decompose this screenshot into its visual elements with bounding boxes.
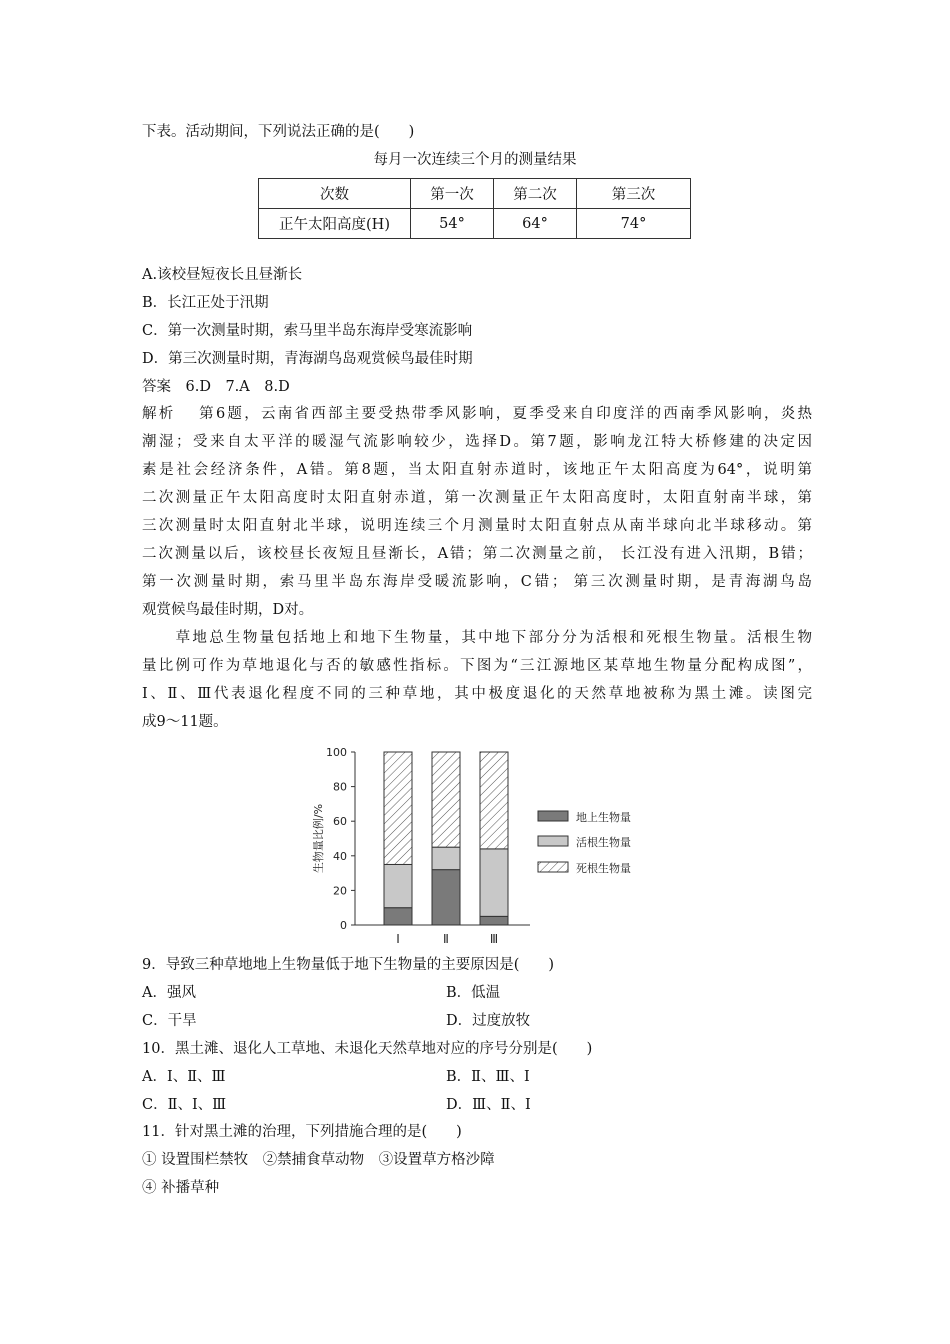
y-tick-label: 80 xyxy=(333,780,347,794)
analysis-line: 素是社会经济条件，A错。第8题，当太阳直射赤道时，该地正午太阳高度为64°，说明第 xyxy=(142,462,812,478)
legend-swatch xyxy=(538,811,568,821)
table-cell: 64° xyxy=(494,209,577,239)
legend-label: 地上生物量 xyxy=(576,811,631,824)
q11-measures-line: ④ 补播草种 xyxy=(142,1180,220,1196)
analysis-line: 观赏候鸟最佳时期，D对。 xyxy=(142,602,314,618)
table-cell: 54° xyxy=(411,209,494,239)
y-axis-title: 生物量比例/% xyxy=(312,803,325,874)
legend-label: 死根生物量 xyxy=(576,862,631,875)
q9-option-b: B．低温 xyxy=(446,985,501,1001)
passage-line: Ⅰ、Ⅱ、Ⅲ代表退化程度不同的三种草地，其中极度退化的天然草地被称为黑土滩。读图完 xyxy=(142,686,812,702)
analysis-line: 二次测量以后，该校昼长夜短且昼渐长，A错；第二次测量之前， 长江没有进入汛期，B错； xyxy=(142,546,812,562)
q10-stem: 10．黑土滩、退化人工草地、未退化天然草地对应的序号分别是( ) xyxy=(142,1041,593,1057)
table-header: 第一次 xyxy=(411,179,494,209)
q9-stem: 9．导致三种草地地上生物量低于地下生物量的主要原因是( ) xyxy=(142,957,555,973)
table-row-label: 正午太阳高度(H) xyxy=(259,209,411,239)
table-caption: 每月一次连续三个月的测量结果 xyxy=(373,152,577,168)
bar-segment-aboveground xyxy=(432,870,460,925)
q10-option-d: D．Ⅲ、Ⅱ、Ⅰ xyxy=(446,1097,531,1113)
passage-line: 量比例可作为草地退化与否的敏感性指标。下图为“三江源地区某草地生物量分配构成图”， xyxy=(142,658,812,674)
y-tick-label: 20 xyxy=(333,884,347,898)
intro-line: 下表。活动期间，下列说法正确的是( ) xyxy=(142,124,415,140)
q10-option-c: C．Ⅱ、Ⅰ、Ⅲ xyxy=(142,1097,227,1113)
passage-line: 草地总生物量包括地上和地下生物量，其中地下部分分为活根和死根生物量。活根生物 xyxy=(142,630,812,646)
bar-segment-dead-root xyxy=(384,752,412,864)
y-tick-label: 60 xyxy=(333,815,347,829)
bar-segment-live-root xyxy=(480,849,508,916)
biomass-chart xyxy=(300,738,670,948)
analysis-line: 二次测量正午太阳高度时太阳直射赤道，第一次测量正午太阳高度时，太阳直射南半球，第 xyxy=(142,490,812,506)
bar-segment-dead-root xyxy=(480,752,508,849)
x-tick-label: Ⅲ xyxy=(489,932,499,946)
x-tick-label: Ⅰ xyxy=(396,932,400,946)
y-tick-label: 100 xyxy=(326,746,347,759)
legend-swatch xyxy=(538,836,568,846)
analysis-line: 第一次测量时期，索马里半岛东海岸受暖流影响，C错； 第三次测量时期，是青海湖鸟岛 xyxy=(142,574,812,590)
option-b: B．长江正处于汛期 xyxy=(142,295,269,311)
bar-segment-live-root xyxy=(384,864,412,907)
bar-segment-aboveground xyxy=(384,908,412,925)
analysis-line: 解析 第6题，云南省西部主要受热带季风影响，夏季受来自印度洋的西南季风影响，炎热 xyxy=(142,406,812,422)
q10-option-a: A．Ⅰ、Ⅱ、Ⅲ xyxy=(142,1069,226,1085)
q10-option-b: B．Ⅱ、Ⅲ、Ⅰ xyxy=(446,1069,530,1085)
y-tick-label: 0 xyxy=(340,919,347,932)
x-tick-label: Ⅱ xyxy=(443,932,449,946)
bar-segment-aboveground xyxy=(480,916,508,925)
option-d: D．第三次测量时期，青海湖鸟岛观赏候鸟最佳时期 xyxy=(142,351,473,367)
q11-stem: 11．针对黑土滩的治理，下列措施合理的是( ) xyxy=(142,1124,462,1140)
chart-bars xyxy=(384,752,508,946)
table-header: 次数 xyxy=(259,179,411,209)
y-tick-label: 40 xyxy=(333,849,347,863)
analysis-line: 三次测量时太阳直射北半球，说明连续三个月测量时太阳直射点从南半球向北半球移动。第 xyxy=(142,518,812,534)
bar-segment-dead-root xyxy=(432,752,460,847)
q9-option-a: A．强风 xyxy=(142,985,196,1001)
table-header: 第二次 xyxy=(494,179,577,209)
legend-label: 活根生物量 xyxy=(576,836,631,849)
q9-option-d: D．过度放牧 xyxy=(446,1013,531,1029)
answer-line: 答案 6.D 7.A 8.D xyxy=(142,379,290,395)
analysis-line: 潮湿；受来自太平洋的暖湿气流影响较少，选择D。第7题，影响龙江特大桥修建的决定因 xyxy=(142,434,812,450)
table-row xyxy=(259,209,691,239)
option-a: A.该校昼短夜长且昼渐长 xyxy=(142,267,303,283)
q11-measures-line: ① 设置围栏禁牧 ②禁捕食草动物 ③设置草方格沙障 xyxy=(142,1152,495,1168)
legend-swatch xyxy=(538,862,568,872)
passage-line: 成9～11题。 xyxy=(142,714,228,730)
option-c: C．第一次测量时期，索马里半岛东海岸受寒流影响 xyxy=(142,323,473,339)
bar-segment-live-root xyxy=(432,847,460,869)
table-cell: 74° xyxy=(577,209,691,239)
table-header-row xyxy=(259,179,691,209)
table-header: 第三次 xyxy=(577,179,691,209)
measurement-table xyxy=(258,178,691,239)
q9-option-c: C．干旱 xyxy=(142,1013,197,1029)
chart-legend xyxy=(538,810,631,875)
